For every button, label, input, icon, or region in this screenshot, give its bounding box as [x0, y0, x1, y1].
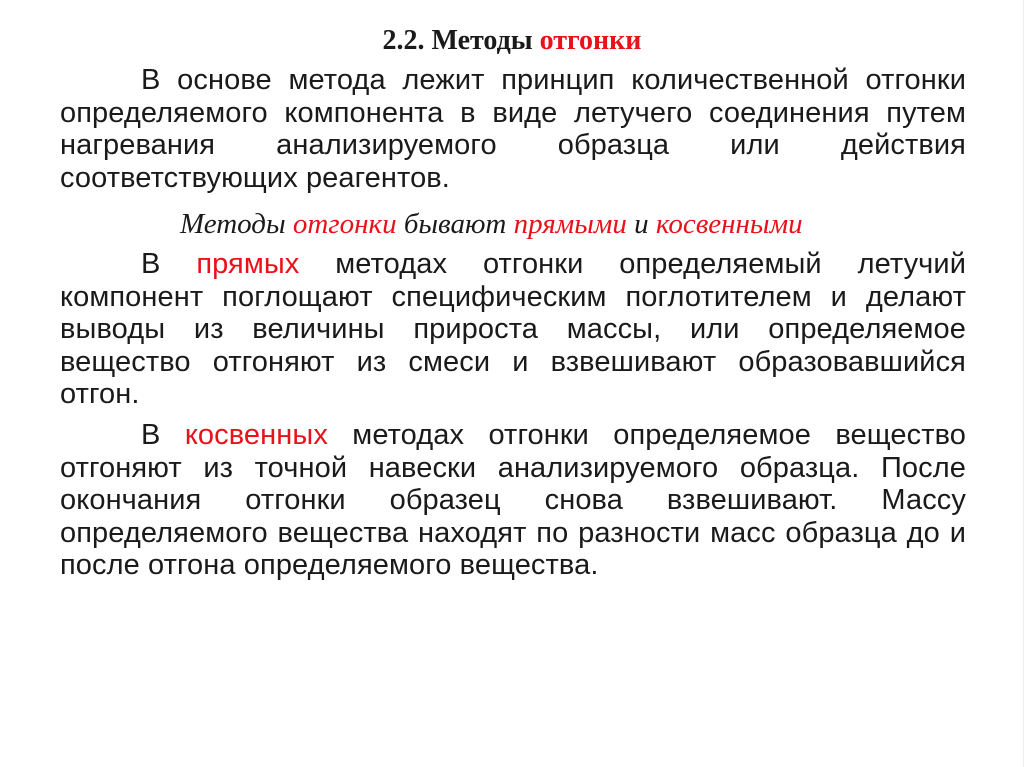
paragraph-indirect-rest: методах отгонки определяемое вещество отгоняют из точной навески анализируемого образца. После окончания отгонки образец снова взвешивают. Массу определяемого вещества находят по разности масс образца до и после отгона определяемого вещества. — [60, 419, 966, 581]
paragraph-direct-rest: методах отгонки определяемый летучий компонент поглощают специфическим поглотителем и делают выводы из величины прироста массы, или определяемое вещество отгоняют из смеси и взвешивают образовавшийся отгон. — [60, 248, 966, 410]
paragraph-indirect-highlight: косвенных — [184, 419, 328, 451]
paragraph-direct-text — [60, 248, 966, 411]
slide-title — [0, 24, 1024, 58]
subtitle-part5: и — [626, 208, 656, 240]
subtitle-part2: отгонки — [292, 208, 397, 240]
paragraph-direct-lead: В — [141, 248, 197, 280]
paragraph-direct — [60, 248, 966, 411]
paragraph-direct-highlight: прямых — [196, 248, 300, 280]
paragraph-intro-text: В основе метода лежит принцип количественной отгонки определяемого компонента в виде летучего соединения путем нагревания анализируемого образца или действия соответствующих реагентов. — [60, 64, 966, 194]
paragraph-indirect-lead: В — [141, 419, 185, 451]
subtitle-part6: косвенными — [655, 208, 803, 240]
subtitle-part3: бывают — [396, 208, 514, 240]
paragraph-indirect-text — [60, 419, 966, 582]
subtitle-part4: прямыми — [513, 208, 627, 240]
paragraph-intro — [60, 64, 966, 194]
paragraph-indirect — [60, 419, 966, 582]
subtitle-methods — [180, 208, 803, 240]
subtitle-part1: Методы — [180, 208, 293, 240]
title-prefix: 2.2. Методы — [382, 25, 540, 56]
title-highlight: отгонки — [539, 25, 642, 56]
